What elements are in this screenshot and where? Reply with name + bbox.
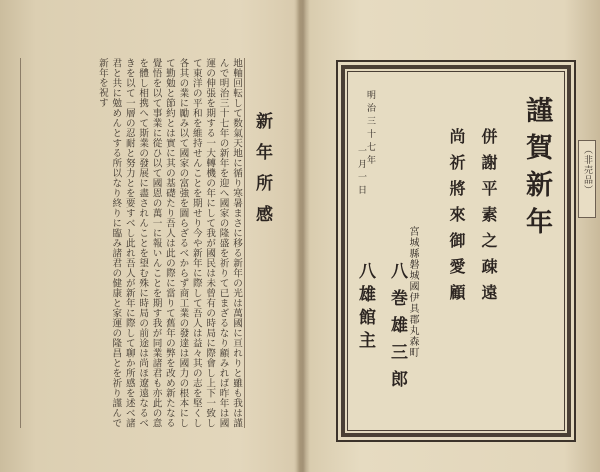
side-tag <box>578 140 596 218</box>
date-day: 一月一日 <box>356 146 366 198</box>
greeting-line-2: 尚祈將來御愛顧 <box>447 128 466 310</box>
card-content <box>352 76 560 426</box>
shop-name: 八雄館主 <box>355 262 375 354</box>
column-rule <box>244 58 245 428</box>
new-year-card <box>336 60 576 442</box>
greeting-line-1: 併謝平素之疎遠 <box>479 128 498 310</box>
essay-body: 地軸回転して数氣天地に循り寒暑まさに移る新年の光は萬國に亘れりと雖も我は謹んで明治三十七年の新年を迎へ國家の隆盛を祈りて已まざるなり顧みれば昨年は國運の伸張を期する一大轉機の年にして我が國民は未曾有の時局に際會し上下一致して東洋の平和を維持せんことを期せり今や新年に際して吾人は益々其の志を堅くし各其の業に勵み以て國家の富強を圖らざるべからず商工業の發達は國力の根本にして勤勉と節約とは實に其の基礎たり吾人は此の際に當りて舊年の弊を改め新たなる覺悟を以て事業に從ひ以て國恩の萬一に報いんことを期す我が同業諸君も亦此の意を體し相携へて斯業の發展に盡されんことを望む殊に時局の前途は尚ほ遼遠なるべきを以て一層の忍耐と努力とを要すべし此れ吾人が新年に際して聊か所感を述べ諸君と共に勉めんとする所以なり終りに臨み諸君の健康と家運の隆昌とを祈り謹んで新年を祝す <box>20 58 243 428</box>
essay-title: 新年所感 <box>252 112 272 236</box>
sender-address: 宮城縣磐城國伊具郡丸森町 <box>407 226 418 358</box>
greeting-title: 謹賀新年 <box>521 96 552 244</box>
side-tag-label: （非売品） <box>582 145 592 195</box>
sender-name: 八巻雄三郎 <box>387 262 407 397</box>
date-year: 明治三十七年 <box>365 90 375 168</box>
